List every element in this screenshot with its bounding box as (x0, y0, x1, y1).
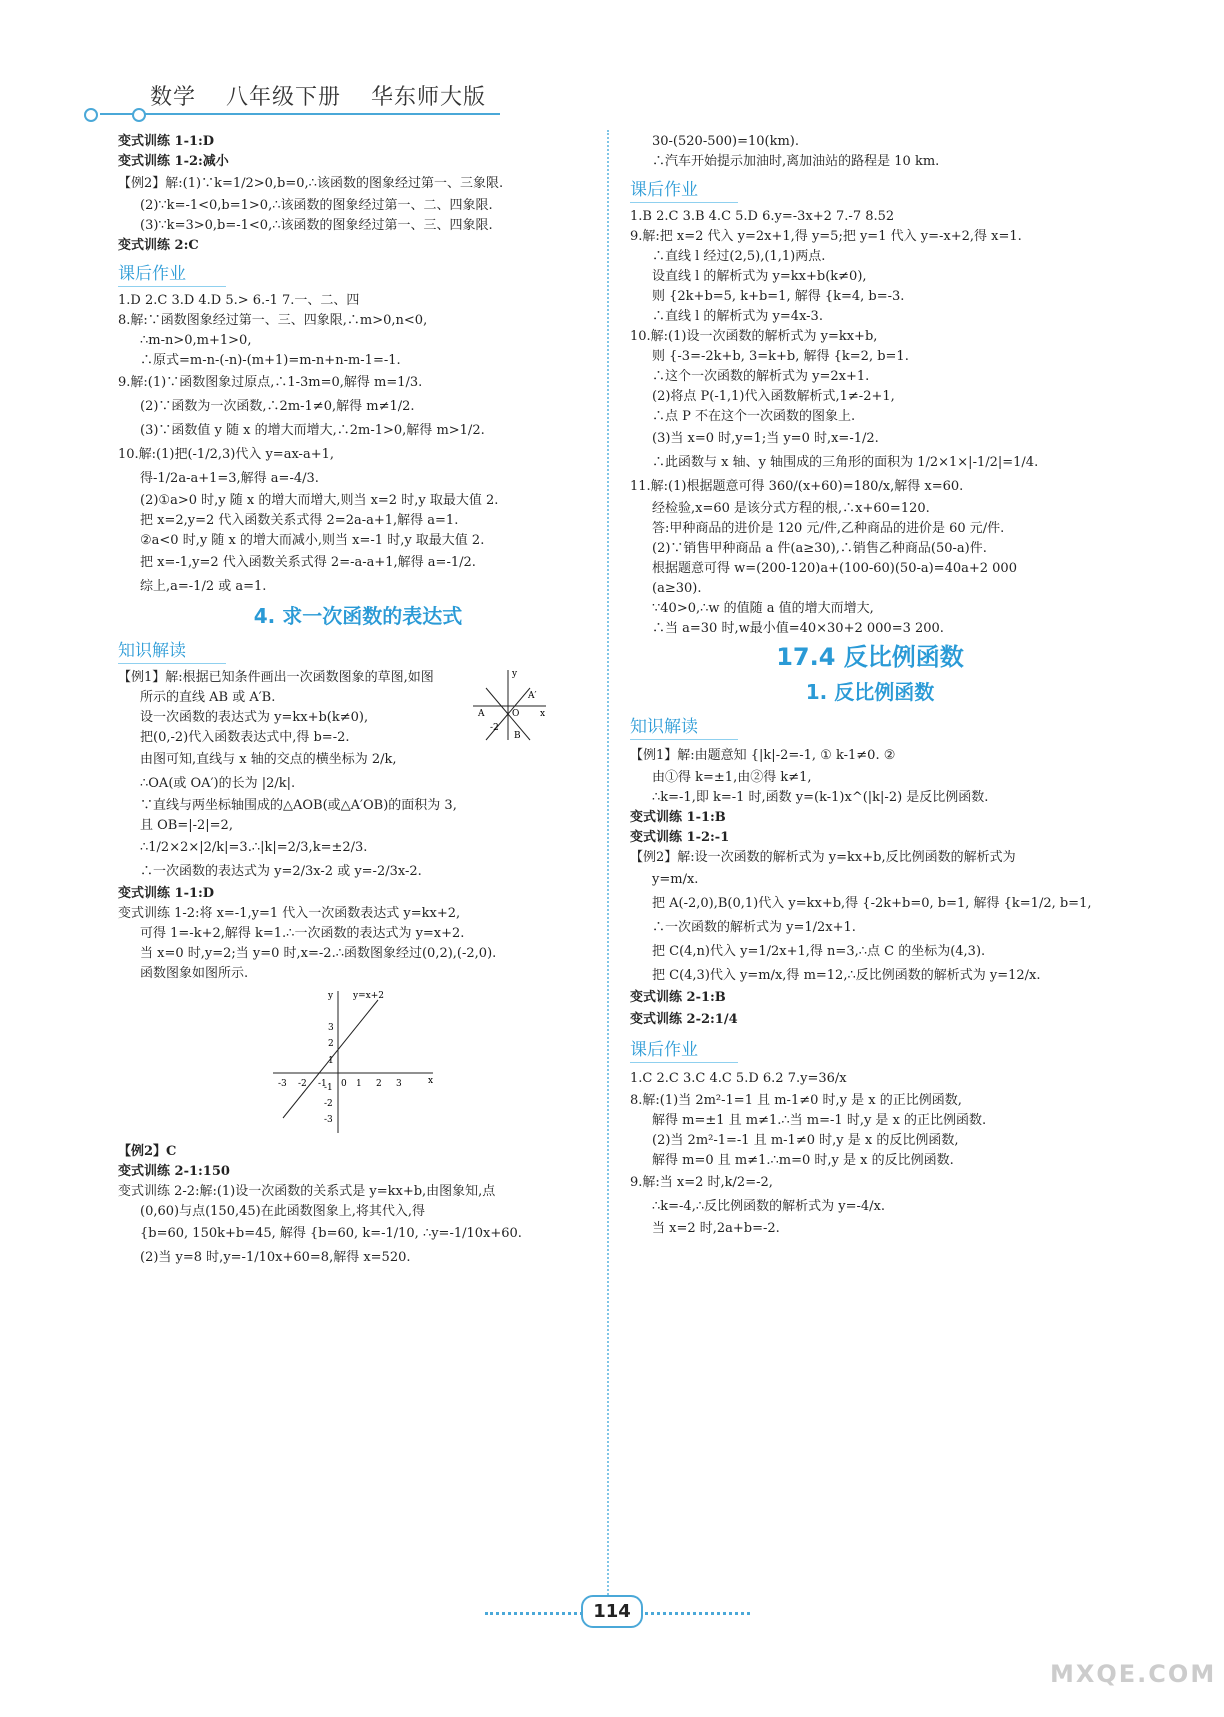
text-line: ∴m-n>0,m+1>0, (140, 333, 252, 348)
text-line: (2)将点 P(-1,1)代入函数解析式,1≠-2+1, (652, 389, 895, 404)
tick-label: 3 (396, 1079, 402, 1089)
text-line: {b=60, 150k+b=45, 解得 {b=60, k=-1/10, ∴y=-1/10x+60. (140, 1226, 522, 1241)
tick-label: 1 (328, 1056, 334, 1066)
text-line: (2)∵k=-1<0,b=1>0,∴该函数的图象经过第一、二、四象限. (140, 198, 493, 213)
text-line: y=m/x. (652, 872, 699, 887)
text-line: (2)∵函数为一次函数,∴2m-1≠0,解得 m≠1/2. (140, 399, 415, 414)
text-line: ∴一次函数的解析式为 y=1/2x+1. (652, 920, 856, 935)
tick-label: -2 (298, 1079, 307, 1089)
text-line: 9.解:当 x=2 时,k/2=-2, (630, 1175, 773, 1190)
text-line: 解得 m=0 且 m≠1.∴m=0 时,y 是 x 的反比例函数. (652, 1153, 954, 1168)
text-line: 设一次函数的表达式为 y=kx+b(k≠0), (140, 710, 369, 725)
chapter-title: 4. 求一次函数的表达式 (253, 604, 463, 628)
tick-label: 1 (356, 1079, 362, 1089)
text-line: ∴直线 l 经过(2,5),(1,1)两点. (652, 249, 826, 264)
text-line: 当 x=2 时,2a+b=-2. (652, 1221, 780, 1236)
text-line: 【例1】解:由题意知 {|k|-2=-1, ① k-1≠0. ② (630, 748, 896, 763)
text-line: 把 C(4,n)代入 y=1/2x+1,得 n=3,∴点 C 的坐标为(4,3). (652, 944, 986, 959)
text-line: ∴一次函数的表达式为 y=2/3x-2 或 y=-2/3x-2. (140, 864, 422, 879)
text-line: 则 {-3=-2k+b, 3=k+b, 解得 {k=2, b=1. (652, 349, 909, 364)
text-line: 变式训练 1-2:减小 (118, 154, 229, 169)
text-line: 综上,a=-1/2 或 a=1. (140, 579, 267, 594)
text-line: 8.解:(1)当 2m²-1=1 且 m-1≠0 时,y 是 x 的正比例函数, (630, 1093, 962, 1108)
header-subject: 数学 (150, 85, 197, 110)
text-line: 1.D 2.C 3.D 4.D 5.> 6.-1 7.一、二、四 (118, 293, 360, 308)
origin-label: O (512, 709, 520, 719)
text-line: 变式训练 1-2:-1 (630, 830, 730, 845)
text-line: 把 A(-2,0),B(0,1)代入 y=kx+b,得 {-2k+b=0, b=1, 解得 {k=1/2, b=1, (652, 896, 1092, 911)
text-line: ∵直线与两坐标轴围成的△AOB(或△A′OB)的面积为 3, (140, 798, 457, 813)
text-line: (3)∵函数值 y 随 x 的增大而增大,∴2m-1>0,解得 m>1/2. (140, 423, 485, 438)
text-line: 变式训练 1-2:将 x=-1,y=1 代入一次函数表达式 y=kx+2, (118, 906, 461, 921)
text-line: 可得 1=-k+2,解得 k=1.∴一次函数的表达式为 y=x+2. (140, 926, 465, 941)
watermark: MXQE.COM (1050, 1660, 1217, 1688)
tick-label: 2 (376, 1079, 382, 1089)
text-line: 当 x=0 时,y=2;当 y=0 时,x=-2.∴函数图象经过(0,2),(-2,0). (140, 946, 497, 961)
line-label: y=x+2 (353, 991, 384, 1001)
text-line: 由图可知,直线与 x 轴的交点的横坐标为 2/k, (140, 752, 397, 767)
text-line: (2)①a>0 时,y 随 x 的增大而增大,则当 x=2 时,y 取最大值 2. (140, 493, 499, 508)
x-label: x (540, 709, 546, 719)
text-line: 9.解:(1)∵函数图象过原点,∴1-3m=0,解得 m=1/3. (118, 375, 423, 390)
header-edition: 华东师大版 (371, 85, 487, 110)
chapter-title: 1. 反比例函数 (805, 680, 935, 704)
text-line: (2)∵销售甲种商品 a 件(a≥30),∴销售乙种商品(50-a)件. (652, 541, 987, 556)
text-line: (2)当 2m²-1=-1 且 m-1≠0 时,y 是 x 的反比例函数, (652, 1133, 959, 1148)
text-line: ∴k=-1,即 k=-1 时,函数 y=(k-1)x^(|k|-2) 是反比例函数. (652, 790, 989, 805)
text-line: 所示的直线 AB 或 A′B. (140, 690, 276, 705)
sketch-graph-ab (468, 668, 548, 743)
header-rule (100, 113, 500, 115)
page-footer (0, 1595, 1224, 1628)
text-line: 变式训练 1-1:D (118, 886, 215, 901)
text-line: (a≥30). (652, 581, 702, 596)
text-line: 由①得 k=±1,由②得 k≠1, (652, 770, 812, 785)
text-line: 函数图象如图所示. (140, 966, 249, 981)
text-line: 30-(520-500)=10(km). (652, 134, 800, 149)
text-line: 变式训练 2-2:1/4 (630, 1012, 738, 1027)
text-line: ∵40>0,∴w 的值随 a 值的增大而增大, (652, 601, 874, 616)
tick-label: -3 (278, 1079, 287, 1089)
tick-label: 2 (328, 1039, 334, 1049)
text-line: ∴k=-4,∴反比例函数的解析式为 y=-4/x. (652, 1199, 885, 1214)
text-line: 把 x=2,y=2 代入函数关系式得 2=2a-a+1,解得 a=1. (140, 513, 459, 528)
neg2-label: -2 (490, 723, 499, 733)
header-grade: 八年级下册 (226, 85, 342, 110)
chapter-title: 17.4 反比例函数 (776, 643, 964, 671)
text-line: (3)当 x=0 时,y=1;当 y=0 时,x=-1/2. (652, 431, 879, 446)
tick-label: 3 (328, 1023, 334, 1033)
text-line: 把 x=-1,y=2 代入函数关系式得 2=-a-a+1,解得 a=-1/2. (140, 555, 476, 570)
text-line: 变式训练 2-1:150 (118, 1164, 230, 1179)
text-line: 变式训练 1-1:B (630, 810, 726, 825)
b-label: B (514, 731, 521, 741)
text-line: ∴点 P 不在这个一次函数的图象上. (652, 409, 856, 424)
text-line: 10.解:(1)把(-1/2,3)代入 y=ax-a+1, (118, 447, 334, 462)
text-line: 把 C(4,3)代入 y=m/x,得 m=12,∴反比例函数的解析式为 y=12/x. (652, 968, 1041, 983)
text-line: 设直线 l 的解析式为 y=kx+b(k≠0), (652, 269, 867, 284)
section-heading: 知识解读 (118, 639, 226, 664)
text-line: ∴此函数与 x 轴、y 轴围成的三角形的面积为 1/2×1×|-1/2|=1/4. (652, 455, 1039, 470)
tick-label: y (328, 991, 334, 1001)
text-line: 1.B 2.C 3.B 4.C 5.D 6.y=-3x+2 7.-7 8.52 (630, 209, 895, 224)
page-number: 114 (581, 1595, 643, 1628)
text-line: 则 {2k+b=5, k+b=1, 解得 {k=4, b=-3. (652, 289, 905, 304)
text-line: 经检验,x=60 是该分式方程的根,∴x+60=120. (652, 501, 930, 516)
graph-y-eq-x-plus-2 (268, 988, 438, 1138)
text-line: 变式训练 2:C (118, 238, 199, 253)
section-heading: 课后作业 (630, 178, 738, 203)
text-line: 8.解:∵函数图象经过第一、三、四象限,∴m>0,n<0, (118, 313, 428, 328)
text-line: 且 OB=|-2|=2, (140, 818, 233, 833)
text-line: ∴1/2×2×|2/k|=3.∴|k|=2/3,k=±2/3. (140, 840, 368, 855)
tick-label: -2 (324, 1099, 333, 1109)
text-line: 得-1/2a-a+1=3,解得 a=-4/3. (140, 471, 319, 486)
text-line: 【例2】C (118, 1144, 177, 1159)
text-line: 10.解:(1)设一次函数的解析式为 y=kx+b, (630, 329, 878, 344)
text-line: 9.解:把 x=2 代入 y=2x+1,得 y=5;把 y=1 代入 y=-x+2,得 x=1. (630, 229, 1022, 244)
text-line: ∴OA(或 OA′)的长为 |2/k|. (140, 776, 296, 791)
text-line: ∴原式=m-n-(-n)-(m+1)=m-n+n-m-1=-1. (140, 353, 401, 368)
text-line: 【例1】解:根据已知条件画出一次函数图象的草图,如图 y x A′ A O -2 B (118, 668, 598, 688)
a-prime-label: A′ (528, 691, 537, 701)
section-heading: 课后作业 (630, 1038, 738, 1063)
text-line: 变式训练 2-2:解:(1)设一次函数的关系式是 y=kx+b,由图象知,点 (118, 1184, 496, 1199)
tick-label: -3 (324, 1115, 333, 1125)
text-line: 【例2】解:设一次函数的解析式为 y=kx+b,反比例函数的解析式为 (630, 850, 1016, 865)
text-line: (2)当 y=8 时,y=-1/10x+60=8,解得 x=520. (140, 1250, 411, 1265)
text-line: 把(0,-2)代入函数表达式中,得 b=-2. (140, 730, 350, 745)
text-line: 变式训练 2-1:B (630, 990, 726, 1005)
y-label: y (512, 669, 518, 679)
text-line: 根据题意可得 w=(200-120)a+(100-60)(50-a)=40a+2 000 (652, 561, 1017, 576)
text-line: ∴当 a=30 时,w最小值=40×30+2 000=3 200. (652, 621, 944, 636)
right-column (630, 132, 1110, 1239)
text-line: ∴这个一次函数的解析式为 y=2x+1. (652, 369, 870, 384)
running-header (150, 80, 508, 111)
text-line: 11.解:(1)根据题意可得 360/(x+60)=180/x,解得 x=60. (630, 479, 964, 494)
tick-label: 0 (341, 1079, 347, 1089)
section-heading: 知识解读 (630, 715, 738, 740)
tick-label: -1 (318, 1079, 327, 1089)
column-divider (607, 130, 609, 1610)
header-dot-left (84, 108, 98, 122)
text-line: 【例2】解:(1)∵k=1/2>0,b=0,∴该函数的图象经过第一、三象限. (118, 176, 504, 191)
tick-label: -1 (324, 1083, 333, 1093)
text-line: ∴汽车开始提示加油时,离加油站的路程是 10 km. (652, 154, 940, 169)
text-line: (3)∵k=3>0,b=-1<0,∴该函数的图象经过第一、三、四象限. (140, 218, 493, 233)
tick-label: x (428, 1076, 434, 1086)
header-dot-right (132, 108, 146, 122)
text-line: ∴直线 l 的解析式为 y=4x-3. (652, 309, 823, 324)
text-line: (0,60)与点(150,45)在此函数图象上,将其代入,得 (140, 1204, 425, 1219)
text-line: 变式训练 1-1:D (118, 134, 215, 149)
text-line: 解得 m=±1 且 m≠1.∴当 m=-1 时,y 是 x 的正比例函数. (652, 1113, 987, 1128)
a-label: A (478, 709, 485, 719)
text-line: ②a<0 时,y 随 x 的增大而减小,则当 x=-1 时,y 取最大值 2. (140, 533, 485, 548)
text-line: 1.C 2.C 3.C 4.C 5.D 6.2 7.y=36/x (630, 1071, 847, 1086)
left-column (118, 132, 598, 1270)
section-heading: 课后作业 (118, 262, 226, 287)
text-line: 答:甲种商品的进价是 120 元/件,乙种商品的进价是 60 元/件. (652, 521, 1005, 536)
